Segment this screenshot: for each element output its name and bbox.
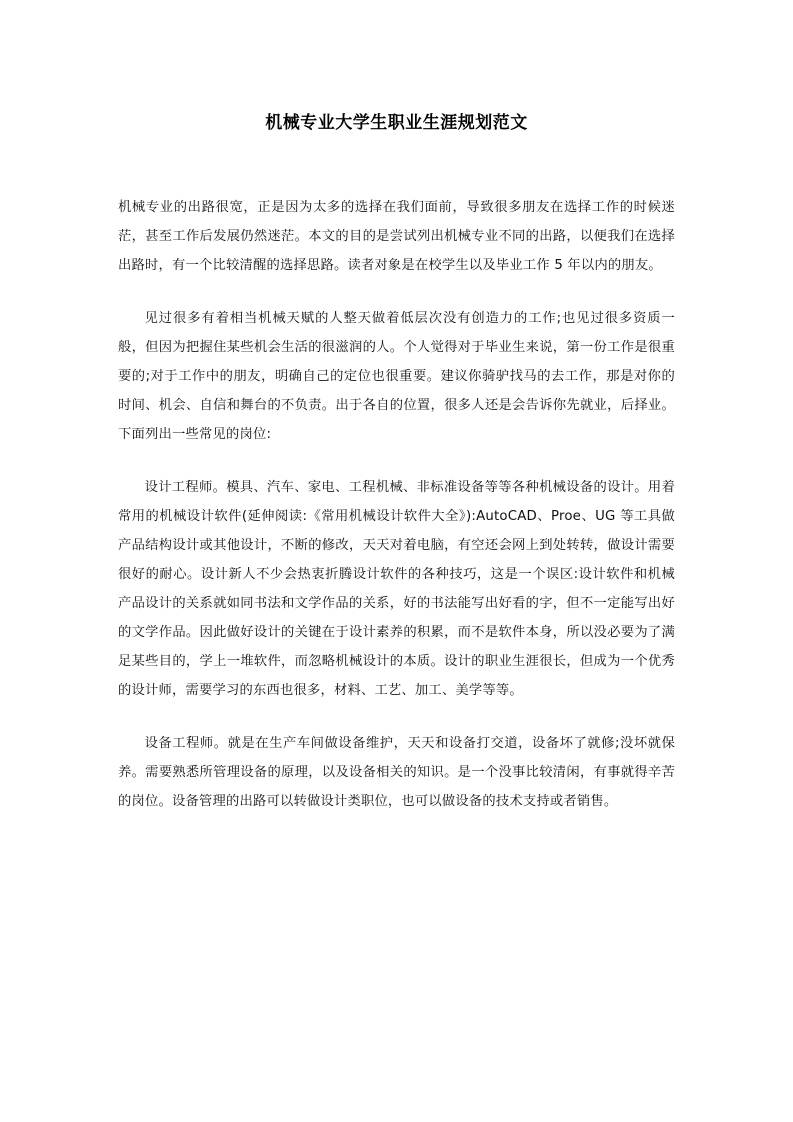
paragraph: 设备工程师。就是在生产车间做设备维护，天天和设备打交道，设备坏了就修;没坏就保养。需要熟悉所管理设备的原理，以及设备相关的知识。是一个没事比较清闲，有事就得辛苦的岗位。设备管理的出路可以转做设计类职位，也可以做设备的技术支持或者销售。 <box>118 736 675 809</box>
document-body <box>118 193 675 816</box>
page-title: 机械专业大学生职业生涯规划范文 <box>265 113 528 133</box>
paragraph: 见过很多有着相当机械天赋的人整天做着低层次没有创造力的工作;也见过很多资质一般，但因为把握住某些机会生活的很滋润的人。个人觉得对于毕业生来说，第一份工作是很重要的;对于工作中的朋友，明确自己的定位也很重要。建议你骑驴找马的去工作，那是对你的时间、机会、自信和舞台的不负责。出于各自的位置，很多人还是会告诉你先就业，后择业。下面列出一些常见的岗位: <box>118 311 675 442</box>
paragraph: 机械专业的出路很宽，正是因为太多的选择在我们面前，导致很多朋友在选择工作的时候迷茫，甚至工作后发展仍然迷茫。本文的目的是尝试列出机械专业不同的出路，以便我们在选择出路时，有一个比较清醒的选择思路。读者对象是在校学生以及毕业工作 5 年以内的朋友。 <box>118 200 675 273</box>
paragraph: 设计工程师。模具、汽车、家电、工程机械、非标准设备等等各种机械设备的设计。用着常用的机械设计软件(延伸阅读:《常用机械设计软件大全》):AutoCAD、Proe、UG 等工具做产品结构设计或其他设计，不断的修改，天天对着电脑，有空还会网上到处转转，做设计需要很好的耐心。设计新人不少会热衷折腾设计软件的各种技巧，这是一个误区:设计软件和机械产品设计的关系就如同书法和文学作品的关系，好的书法能写出好看的字，但不一定能写出好的文学作品。因此做好设计的关键在于设计素养的积累，而不是软件本身，所以没必要为了满足某些目的，学上一堆软件，而忽略机械设计的本质。设计的职业生涯很长，但成为一个优秀的设计师，需要学习的东西也很多，材料、工艺、加工、美学等等。 <box>118 480 675 698</box>
